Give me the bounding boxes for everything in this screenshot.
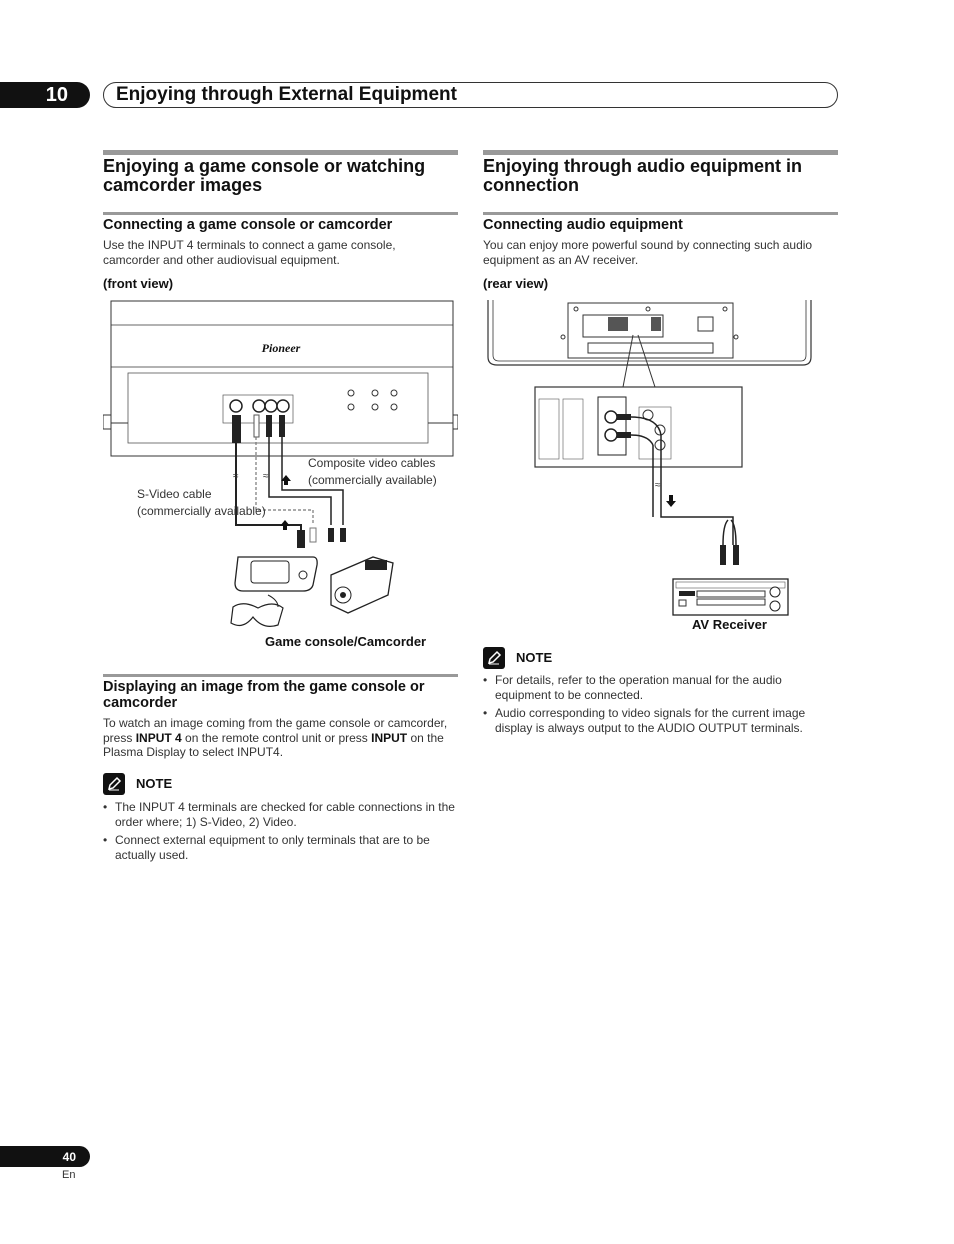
note-item: • For details, refer to the operation manual for the audio equipment to be connected. [483, 673, 838, 702]
subsection-rule [103, 674, 458, 677]
note-icon [483, 647, 505, 669]
section-title-game-console [103, 157, 458, 195]
label-line: (commercially available) [137, 504, 266, 518]
note-title: NOTE [516, 650, 553, 665]
rear-view-label: (rear view) [483, 276, 549, 291]
note-item: • Audio corresponding to video signals for the current image display is always output to the AUDIO OUTPUT terminals. [483, 706, 838, 735]
chapter-title: Enjoying through External Equipment [103, 82, 838, 108]
label-line: Composite video cables [308, 456, 436, 470]
section-title-audio [483, 157, 838, 195]
paragraph: You can enjoy more powerful sound by connecting such audio equipment as an AV receiver. [483, 238, 813, 267]
label-line: (commercially available) [308, 473, 437, 487]
text-run: on the remote control unit or press [181, 730, 372, 745]
av-receiver-caption: AV Receiver [692, 617, 767, 632]
subsection-title-connecting-audio: Connecting audio equipment [483, 217, 683, 233]
section-title-line: Enjoying through audio equipment in [483, 156, 802, 176]
front-view-label: (front view) [103, 276, 174, 291]
page-number: 40 [0, 1146, 90, 1167]
note-list [103, 800, 458, 866]
rear-view-diagram [483, 295, 838, 630]
section-rule [483, 150, 838, 155]
title-line: Displaying an image from the game console or [103, 679, 425, 695]
section-title-line: camcorder images [103, 175, 263, 195]
subsection-rule [483, 212, 838, 215]
language-code: En [62, 1169, 76, 1181]
paragraph-displaying [103, 716, 458, 760]
text-run: on the Plasma Display to select INPUT4. [103, 730, 444, 759]
keyword-input: INPUT [371, 730, 408, 745]
note-title: NOTE [136, 776, 173, 791]
composite-cable-label [308, 455, 437, 489]
paragraph: Use the INPUT 4 terminals to connect a game console, camcorder and other audiovisual equipment. [103, 238, 396, 267]
section-title-line: connection [483, 175, 580, 195]
section-rule [103, 150, 458, 155]
label-line: S-Video cable [137, 487, 212, 501]
keyword-input4: INPUT 4 [135, 730, 182, 745]
svideo-cable-label [137, 486, 266, 520]
game-console-caption: Game console/Camcorder [265, 634, 427, 649]
chapter-number: 10 [0, 82, 90, 108]
subsection-title-displaying [103, 679, 458, 711]
note-item: • Connect external equipment to only terminals that are to be actually used. [103, 833, 458, 862]
note-icon [103, 773, 125, 795]
brand-logo: Pioneer [261, 341, 301, 355]
subsection-rule [103, 212, 458, 215]
note-item: • The INPUT 4 terminals are checked for cable connections in the order where; 1) S-Video, 2) Video. [103, 800, 458, 829]
svg-text:≈: ≈ [263, 471, 269, 482]
subsection-title-connecting-game: Connecting a game console or camcorder [103, 217, 393, 233]
section-title-line: Enjoying a game console or watching [103, 156, 426, 176]
text-run: To watch an image coming from the game console or camcorder, press [103, 716, 448, 745]
title-line: camcorder [103, 695, 178, 711]
svg-text:≈: ≈ [233, 471, 239, 482]
note-list [483, 673, 838, 739]
svg-text:≈: ≈ [655, 480, 661, 491]
